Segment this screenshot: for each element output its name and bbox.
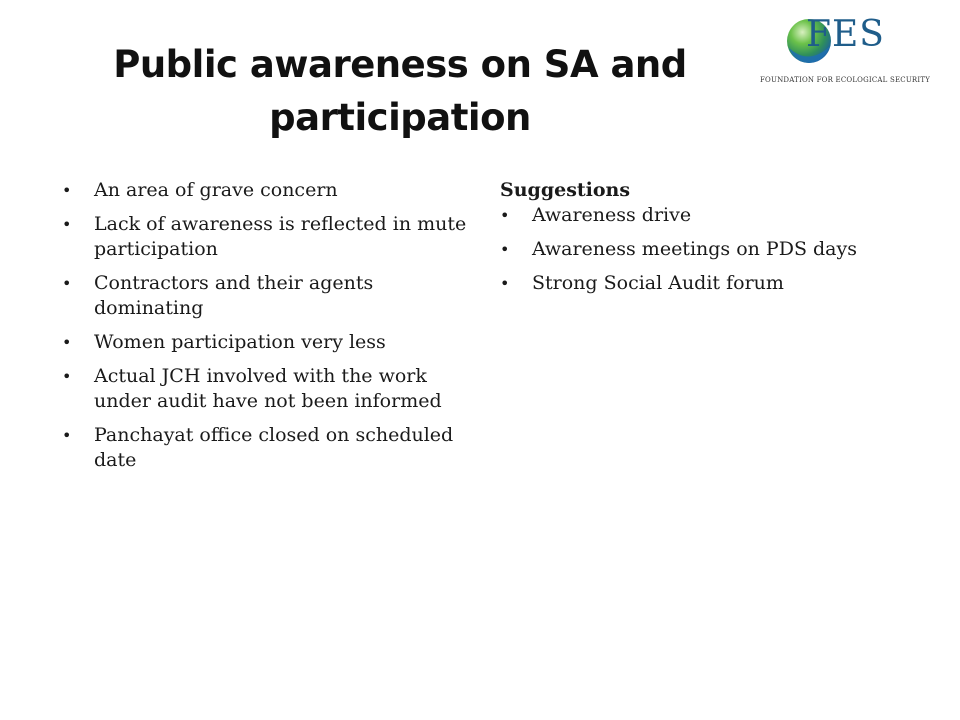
- list-item-text: Women participation very less: [94, 331, 386, 353]
- slide-title: Public awareness on SA and participation: [113, 43, 687, 139]
- fes-logo: [760, 14, 950, 92]
- logo-subtitle: FOUNDATION FOR ECOLOGICAL SECURITY: [760, 76, 931, 84]
- list-item: [62, 178, 470, 203]
- concerns-list: [62, 178, 470, 473]
- bullet-icon: •: [62, 333, 72, 352]
- list-item-text: Awareness meetings on PDS days: [532, 238, 857, 260]
- list-item-text: Actual JCH involved with the work under audit have not been informed: [94, 365, 442, 412]
- list-item: [500, 203, 900, 228]
- left-column: [62, 178, 470, 482]
- bullet-icon: •: [500, 274, 510, 293]
- list-item: [62, 271, 470, 321]
- bullet-icon: •: [62, 274, 72, 293]
- logo-wordmark: FES: [806, 14, 885, 55]
- list-item: [62, 423, 470, 473]
- list-item: [62, 330, 470, 355]
- list-item-text: An area of grave concern: [94, 179, 338, 201]
- bullet-icon: •: [500, 240, 510, 259]
- bullet-icon: •: [62, 181, 72, 200]
- list-item-text: Lack of awareness is reflected in mute participation: [94, 213, 467, 260]
- bullet-icon: •: [62, 215, 72, 234]
- list-item: [500, 271, 900, 296]
- bullet-icon: •: [62, 426, 72, 445]
- suggestions-list: [500, 203, 900, 296]
- bullet-icon: •: [62, 367, 72, 386]
- suggestions-heading: Suggestions: [500, 179, 631, 201]
- right-column: [500, 178, 900, 305]
- list-item-text: Strong Social Audit forum: [532, 272, 784, 294]
- list-item-text: Awareness drive: [532, 204, 692, 226]
- list-item-text: Contractors and their agents dominating: [94, 272, 374, 319]
- list-item: [500, 237, 900, 262]
- list-item: [62, 212, 470, 262]
- bullet-icon: •: [500, 206, 510, 225]
- list-item: [62, 364, 470, 414]
- list-item-text: Panchayat office closed on scheduled date: [94, 424, 454, 471]
